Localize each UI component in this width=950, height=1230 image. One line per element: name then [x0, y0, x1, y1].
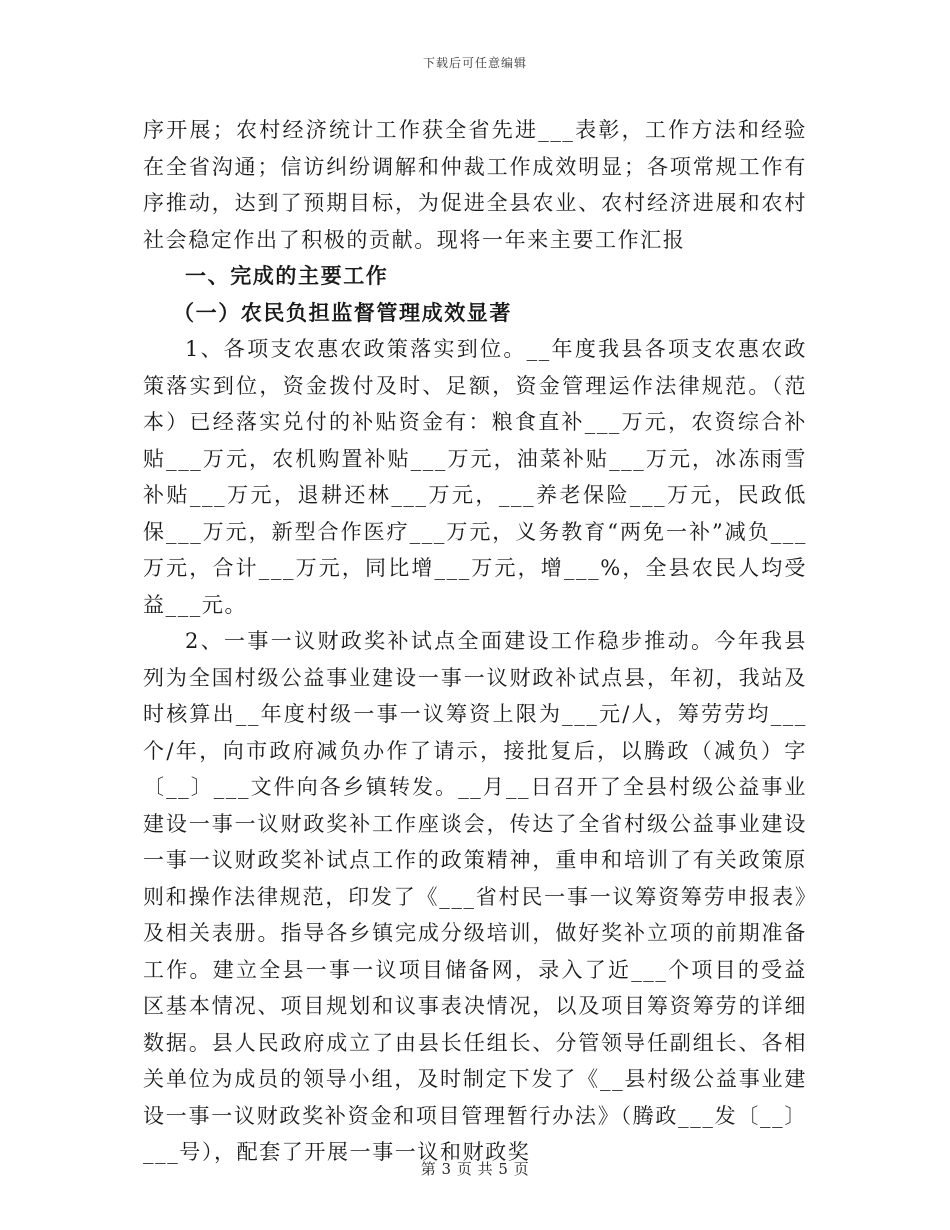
subsection-heading: （一）农民负担监督管理成效显著 — [173, 299, 512, 325]
section-heading: 一、完成的主要工作 — [185, 263, 389, 288]
body-paragraph-2: 2、一事一议财政奖补试点全面建设工作稳步推动。今年我县列为全国村级公益事业建设一事一议财政补试点县，年初，我站及时核算出__年度村级一事一议筹资上限为___元/人，筹劳劳均___个/年，向市政府减负办作了请示，接批复后，以腾政（减负）字〔__〕___文件向各乡镇转发。__月__日召开了全县村级公益事业建设一事一议财政奖补工作座谈会，传达了全省村级公益事业建设一事一议财政奖补试点工作的政策精神，重申和培训了有关政策原则和操作法律规范，印发了《___省村民一事一议筹资筹劳申报表》及相关表册。指导各乡镇完成分级培训，做好奖补立项的前期准备工作。建立全县一事一议项目储备网，录入了近___个项目的受益区基本情况、项目规划和议事表决情况，以及项目筹资筹劳的详细数据。县人民政府成立了由县长任组长、分管领导任副组长、各相关单位为成员的领导小组，及时制定下发了《__县村级公益事业建设一事一议财政奖补资金和项目管理暂行办法》（腾政___发〔__〕___号），配套了开展一事一议和财政奖 — [143, 629, 807, 1164]
page-number-footer: 第 3 页 共 5 页 — [420, 1160, 530, 1178]
page-header-note: 下载后可任意编辑 — [422, 56, 527, 70]
body-paragraph-1: 1、各项支农惠农政策落实到位。__年度我县各项支农惠农政策落实到位，资金拨付及时、足额，资金管理运作法律规范。（范本）已经落实兑付的补贴资金有：粮食直补___万元，农资综合补贴___万元，农机购置补贴___万元，油菜补贴___万元，冰冻雨雪补贴___万元，退耕还林___万元，___养老保险___万元，民政低保___万元，新型合作医疗___万元，义务教育“两免一补”减负___万元，合计___万元，同比增___万元，增___%，全县农民人均受益___元。 — [143, 337, 807, 617]
continued-paragraph: 序开展；农村经济统计工作获全省先进___表彰，工作方法和经验在全省沟通；信访纠纷调解和仲裁工作成效明显；各项常规工作有序推动，达到了预期目标，为促进全县农业、农村经济进展和农村社会稳定作出了积极的贡献。现将一年来主要工作汇报 — [143, 118, 807, 252]
document-body — [143, 112, 807, 1171]
